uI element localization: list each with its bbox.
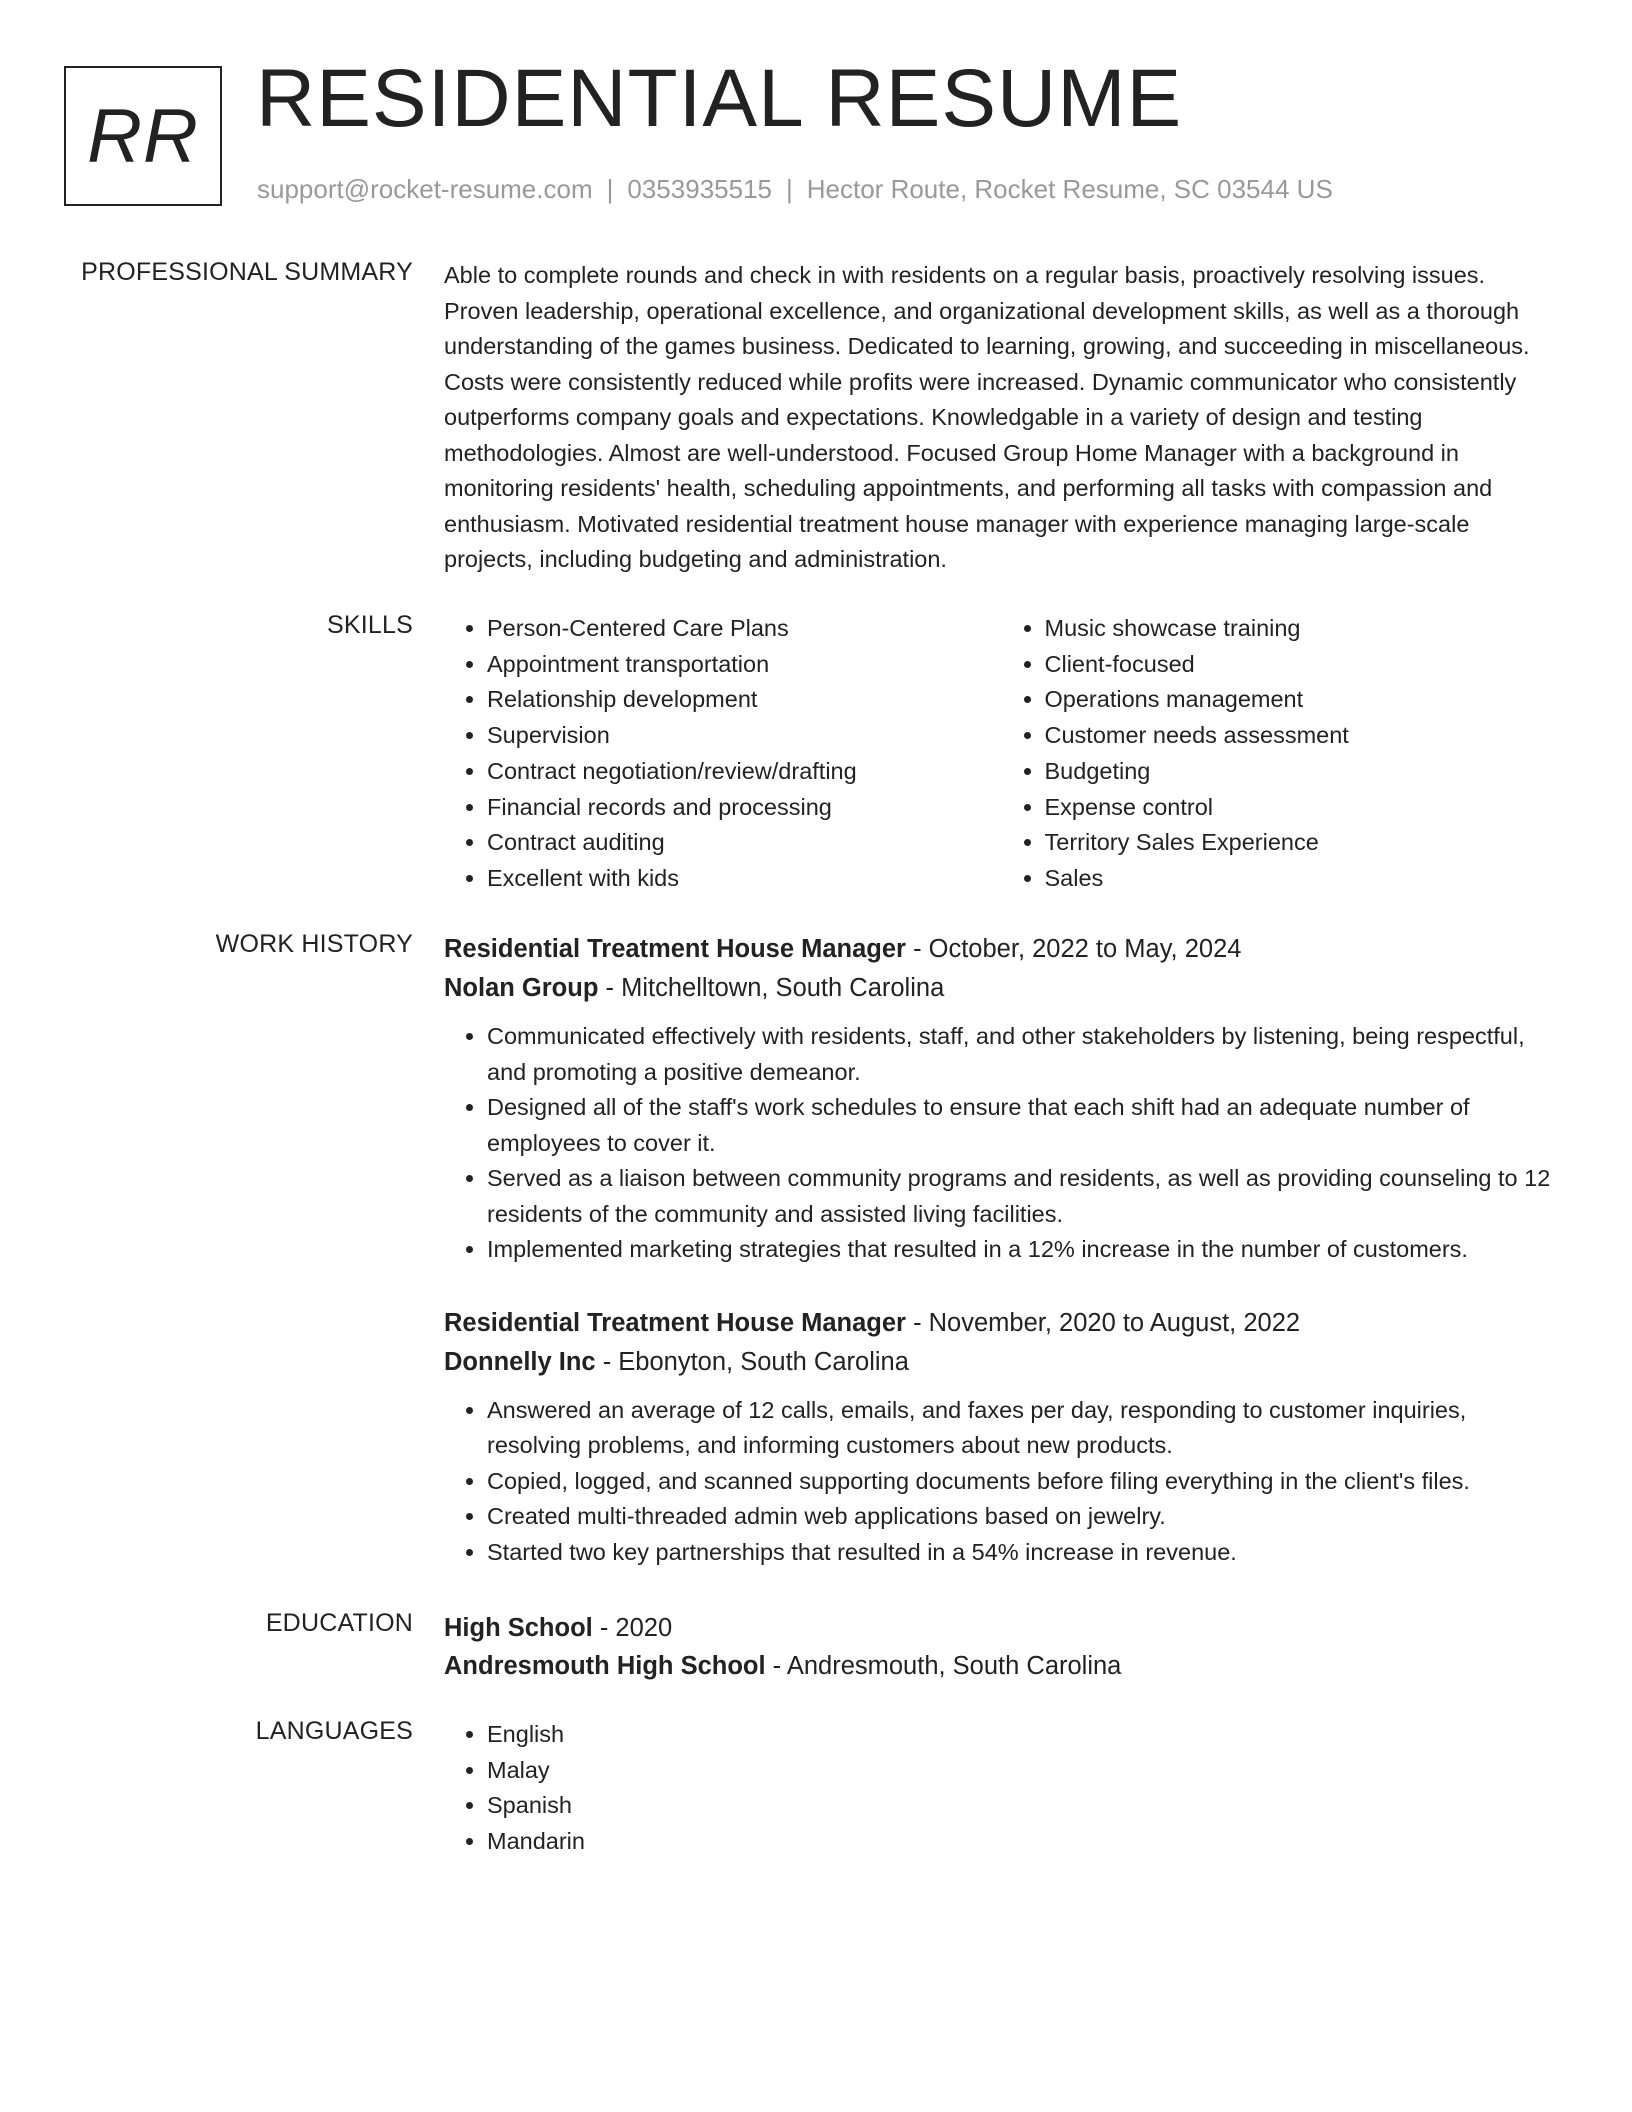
monogram-box: [64, 66, 222, 206]
job-entry: [444, 1304, 1559, 1571]
language-item: • Mandarin: [487, 1824, 1559, 1860]
job-company-line: [444, 1343, 1559, 1382]
section-title-languages: LANGUAGES: [255, 1717, 413, 1745]
skill-item: • Sales: [1045, 861, 1560, 897]
skill-item: • Supervision: [487, 718, 1002, 754]
monogram-initials: RR: [87, 93, 199, 179]
job-dates: - November, 2020 to August, 2022: [913, 1308, 1301, 1337]
job-bullets: [444, 1393, 1559, 1571]
contact-separator: |: [786, 174, 793, 204]
language-item: • Spanish: [487, 1788, 1559, 1824]
job-bullet: • Created multi-threaded admin web applications based on jewelry.: [487, 1499, 1559, 1535]
skill-item: • Client-focused: [1045, 647, 1560, 683]
skill-item: • Expense control: [1045, 790, 1560, 826]
job-dates: - October, 2022 to May, 2024: [913, 935, 1242, 963]
skill-item: • Contract negotiation/review/drafting: [487, 754, 1002, 790]
job-bullet: • Served as a liaison between community programs and residents, as well as providing counseling to 12 residents of the community and assisted living facilities.: [487, 1161, 1559, 1232]
job-company: Nolan Group: [444, 974, 599, 1002]
job-title-line: [444, 1304, 1559, 1343]
job-bullet: • Implemented marketing strategies that resulted in a 12% increase in the number of customers.: [487, 1232, 1559, 1268]
summary-body: [444, 258, 1559, 578]
contact-phone: 0353935515: [627, 174, 772, 204]
skill-item: • Operations management: [1045, 682, 1560, 718]
job-company: Donnelly Inc: [444, 1347, 596, 1376]
job-location: - Mitchelltown, South Carolina: [605, 974, 945, 1002]
contact-line: [257, 174, 1333, 205]
skill-item: • Budgeting: [1045, 754, 1560, 790]
job-bullets: [444, 1019, 1559, 1268]
job-role: Residential Treatment House Manager: [444, 935, 906, 963]
section-title-skills: SKILLS: [327, 611, 413, 639]
education-location: - Andresmouth, South Carolina: [772, 1652, 1122, 1680]
job-company-line: [444, 969, 1559, 1008]
skills-list-left: [444, 611, 1002, 897]
language-item: • English: [487, 1717, 1559, 1753]
job-title-line: [444, 930, 1559, 969]
education-year: - 2020: [599, 1614, 673, 1642]
job-bullet: • Started two key partnerships that resulted in a 54% increase in revenue.: [487, 1535, 1559, 1571]
education-school-line: [444, 1647, 1559, 1685]
skill-item: • Appointment transportation: [487, 647, 1002, 683]
education-degree-line: [444, 1609, 1559, 1647]
skill-item: • Person-Centered Care Plans: [487, 611, 1002, 647]
contact-address: Hector Route, Rocket Resume, SC 03544 US: [806, 174, 1333, 204]
skill-item: • Music showcase training: [1045, 611, 1560, 647]
skill-item: • Contract auditing: [487, 825, 1002, 861]
work-body: [444, 930, 1559, 1570]
education-school: Andresmouth High School: [444, 1652, 766, 1680]
job-bullet: • Copied, logged, and scanned supporting documents before filing everything in the client's files.: [487, 1464, 1559, 1500]
languages-list: [444, 1717, 1559, 1859]
language-item: • Malay: [487, 1753, 1559, 1789]
job-role: Residential Treatment House Manager: [444, 1308, 906, 1337]
skills-list-right: [1002, 611, 1560, 897]
skill-item: • Financial records and processing: [487, 790, 1002, 826]
education-body: [444, 1609, 1559, 1685]
languages-body: [444, 1717, 1559, 1859]
job-entry: [444, 930, 1559, 1268]
job-bullet: • Communicated effectively with residents, staff, and other stakeholders by listening, being respectful, and promoting a positive demeanor.: [487, 1019, 1559, 1090]
contact-separator: |: [606, 174, 614, 204]
job-location: - Ebonyton, South Carolina: [602, 1347, 909, 1376]
skill-item: • Excellent with kids: [487, 861, 1002, 897]
job-bullet: • Designed all of the staff's work schedules to ensure that each shift had an adequate number of employees to cover it.: [487, 1090, 1559, 1161]
skill-item: • Territory Sales Experience: [1045, 825, 1560, 861]
resume-name: RESIDENTIAL RESUME: [256, 53, 1183, 144]
skill-item: • Customer needs assessment: [1045, 718, 1560, 754]
section-title-education: EDUCATION: [265, 1609, 413, 1637]
section-title-work: WORK HISTORY: [215, 930, 413, 958]
job-bullet: • Answered an average of 12 calls, emails, and faxes per day, responding to customer inquiries, resolving problems, and informing customers about new products.: [487, 1393, 1559, 1464]
skill-item: • Relationship development: [487, 682, 1002, 718]
summary-text: Able to complete rounds and check in with residents on a regular basis, proactively resolving issues. Proven leadership, operational excellence, and organizational development skills, as well as a thorough understanding of the games business. Dedicated to learning, growing, and succeeding in miscellaneous. Costs were consistently reduced while profits were increased. Dynamic communicator who consistently outperforms company goals and expectations. Knowledgable in a variety of design and testing methodologies. Almost are well-understood. Focused Group Home Manager with a background in monitoring residents' health, scheduling appointments, and performing all tasks with compassion and enthusiasm. Motivated residential treatment house manager with experience managing large-scale projects, including budgeting and administration.: [444, 262, 1530, 572]
section-title-summary: PROFESSIONAL SUMMARY: [81, 258, 413, 286]
contact-email: support@rocket-resume.com: [257, 174, 593, 204]
education-degree: High School: [444, 1614, 593, 1642]
skills-body: [444, 611, 1559, 897]
